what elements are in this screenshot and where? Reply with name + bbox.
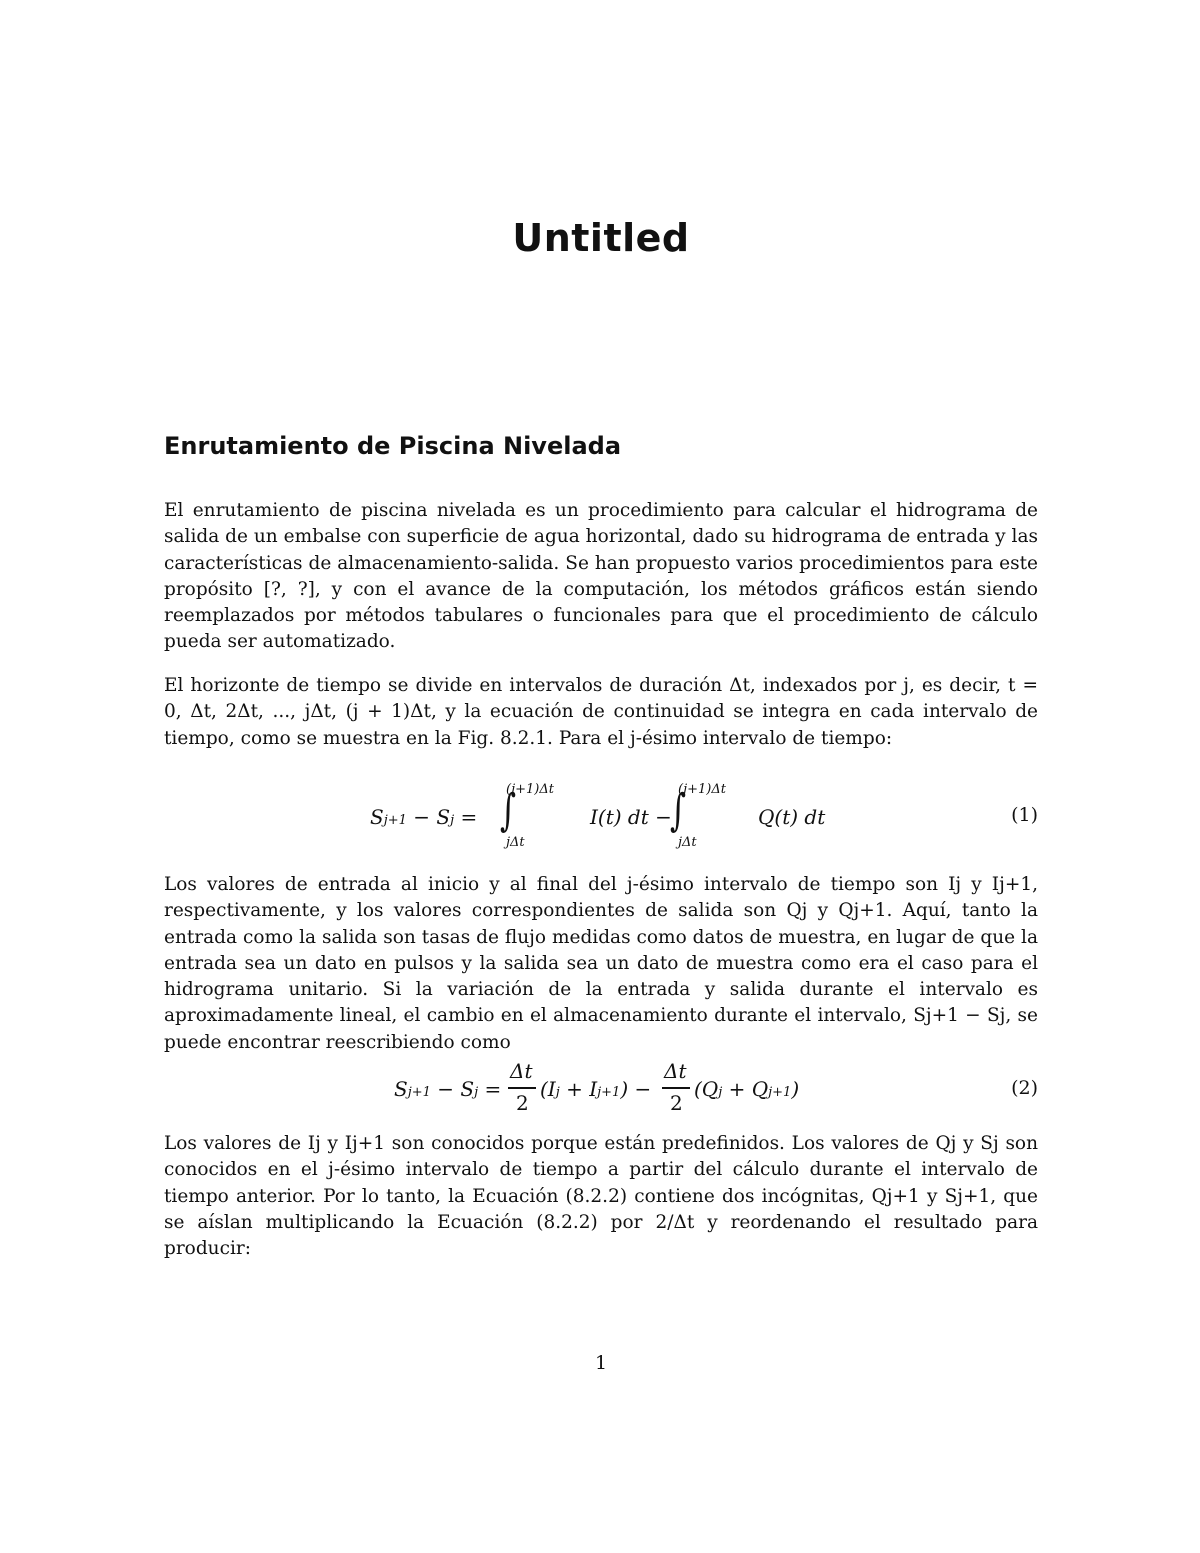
equation-1: Sj+1 − Sj = ∫ (j+1)Δt jΔt I(t) dt − ∫ (j+1)Δt jΔt Q(t) dt (1) — [370, 782, 1038, 850]
page-number: 1 — [594, 1352, 608, 1374]
paragraph-2: El horizonte de tiempo se divide en intervalos de duración Δt, indexados por j, es decir, t = 0, Δt, 2Δt, ..., jΔt, (j + 1)Δt, y la ecuación de continuidad se integra en cada intervalo de tiempo, como se muestra en la Fig. 8.2.1. Para el j-ésimo intervalo de tiempo: — [164, 675, 1038, 749]
paragraph-3: Los valores de entrada al inicio y al final del j-ésimo intervalo de tiempo son Ij y Ij+1, respectivamente, y los valores correspondientes de salida son Qj y Qj+1. Aquí, tanto la entrada como la salida son tasas de flujo medidas como datos de muestra, en lugar de que la entrada sea un dato en pulsos y la salida sea un dato de muestra como era el caso para el hidrograma unitario. Si la variación de la entrada y salida durante el intervalo es aproximadamente lineal, el cambio en el almacenamiento durante el intervalo, Sj+1 − Sj, se puede encontrar reescribiendo como — [164, 874, 1038, 1053]
document-title: Untitled — [512, 216, 690, 260]
paragraph-4: Los valores de Ij y Ij+1 son conocidos porque están predefinidos. Los valores de Qj y Sj son conocidos en el j-ésimo intervalo de tiempo a partir del cálculo durante el intervalo de tiempo anterior. Por lo tanto, la Ecuación (8.2.2) contiene dos incógnitas, Qj+1 y Sj+1, que se aíslan multiplicando la Ecuación (8.2.2) por 2/Δt y reordenando el resultado para producir: — [164, 1133, 1038, 1260]
paragraph-1: El enrutamiento de piscina nivelada es un procedimiento para calcular el hidrograma de salida de un embalse con superficie de agua horizontal, dado su hidrograma de entrada y las características de almacenamiento-salida. Se han propuesto varios procedimientos para este propósito [?, ?], y con el avance de la computación, los métodos gráficos están siendo reemplazados por métodos tabulares o funcionales para que el procedimiento de cálculo pueda ser automatizado. — [164, 500, 1038, 653]
equation-1-number: (1) — [1011, 804, 1038, 826]
section-title: Enrutamiento de Piscina Nivelada — [164, 432, 622, 460]
paper-page — [164, 0, 1038, 1553]
equation-2: Sj+1 − Sj = Δt 2 (Ij + Ij+1) − Δt 2 (Qj + Qj+1) (2) — [394, 1059, 1038, 1115]
equation-2-number: (2) — [1011, 1077, 1038, 1099]
